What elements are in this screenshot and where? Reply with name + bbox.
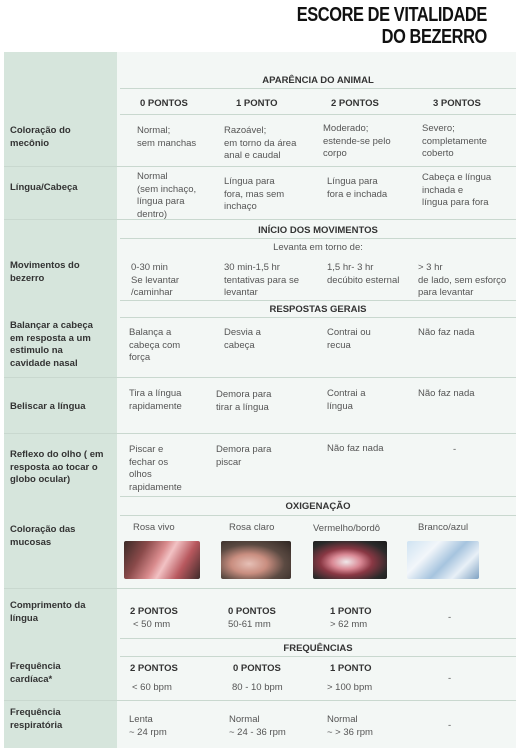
header-3-points: 3 PONTOS — [433, 98, 481, 109]
section-movimentos: INÍCIO DOS MOVIMENTOS — [258, 225, 378, 236]
criteria-column — [4, 52, 117, 748]
mucosa-photo-vermelho — [313, 541, 387, 579]
divider — [120, 238, 516, 239]
cell-respiratoria-2: Normal ~ > 36 rpm — [327, 714, 373, 738]
row-label-cardiaca: Frequência cardíaca* — [10, 661, 61, 685]
row-label-reflexo: Reflexo do olho ( em resposta ao tocar o globo ocular) — [10, 449, 104, 485]
section-frequencias: FREQUÊNCIAS — [283, 643, 353, 654]
divider — [120, 317, 516, 318]
cell-movimentos-1: 30 min-1,5 hr tentativas para se levantar — [224, 262, 299, 298]
cell-respiratoria-0: Lenta ~ 24 rpm — [129, 714, 167, 738]
row-label-meconio: Coloração do mecônio — [10, 125, 71, 149]
row-label-balancar: Balançar a cabeça em resposta a um estimulo na cavidade nasal — [10, 320, 93, 369]
row-label-comprimento: Comprimento da língua — [10, 600, 86, 624]
row-label-lingua: Língua/Cabeça — [10, 182, 78, 193]
mucosa-photo-rosa-claro — [221, 541, 291, 579]
cell-meconio-2: Moderado; estende-se pelo corpo — [323, 123, 391, 159]
mucosa-photo-rosa-vivo — [124, 541, 200, 579]
cell-comprimento-points-2: 1 PONTO — [330, 606, 372, 617]
cell-respiratoria-3: - — [448, 720, 452, 731]
row-label-beliscar: Beliscar a língua — [10, 401, 86, 412]
cell-meconio-3: Severo; completamente coberto — [422, 123, 487, 159]
cell-cardiaca-empty: - — [448, 673, 452, 684]
cell-beliscar-0: Tira a língua rapidamente — [129, 388, 182, 412]
cell-reflexo-0: Piscar e fechar os olhos rapidamente — [129, 444, 182, 493]
cell-balancar-0: Balança a cabeça com força — [129, 327, 181, 363]
divider — [4, 219, 516, 220]
cell-comprimento-value-1: 50-61 mm — [228, 619, 271, 630]
divider — [4, 700, 516, 701]
cell-comprimento-value-0: < 50 mm — [133, 619, 171, 630]
cell-cardiaca-value-0: < 60 bpm — [132, 682, 172, 693]
cell-meconio-1: Razoável; em torno da área anal e caudal — [224, 125, 297, 161]
cell-lingua-2: Língua para fora e inchada — [327, 176, 388, 200]
mucosa-photo-branco-azul — [407, 541, 479, 579]
cell-mucosas-1: Rosa claro — [229, 522, 275, 533]
cell-beliscar-2: Contrai a língua — [327, 388, 366, 412]
row-label-movimentos: Movimentos do bezerro — [10, 260, 80, 284]
cell-mucosas-0: Rosa vivo — [133, 522, 175, 533]
header-2-points: 2 PONTOS — [331, 98, 379, 109]
cell-reflexo-1: Demora para piscar — [216, 444, 272, 468]
cell-reflexo-3: - — [453, 444, 457, 455]
divider — [4, 588, 516, 589]
title-line-1: ESCORE DE VITALIDADE — [296, 4, 487, 26]
page-title — [297, 4, 487, 48]
divider — [120, 496, 516, 497]
header-1-point: 1 PONTO — [236, 98, 278, 109]
cell-respiratoria-1: Normal ~ 24 - 36 rpm — [229, 714, 286, 738]
divider — [120, 515, 516, 516]
cell-cardiaca-value-2: > 100 bpm — [327, 682, 373, 693]
cell-movimentos-2: 1,5 hr- 3 hr decúbito esternal — [327, 262, 400, 286]
row-label-mucosas: Coloração das mucosas — [10, 524, 76, 548]
cell-lingua-1: Língua para fora, mas sem inchaço — [224, 176, 285, 212]
row-label-respiratoria: Frequência respiratória — [10, 707, 63, 731]
section-aparencia: APARÊNCIA DO ANIMAL — [262, 75, 374, 86]
divider — [4, 377, 516, 378]
divider — [120, 300, 516, 301]
cell-comprimento-points-1: 0 PONTOS — [228, 606, 276, 617]
cell-lingua-3: Cabeça e língua inchada e língua para fora — [422, 172, 492, 208]
cell-movimentos-3: > 3 hr de lado, sem esforço para levantar — [418, 262, 507, 298]
divider — [120, 638, 516, 639]
divider — [120, 656, 516, 657]
cell-balancar-3: Não faz nada — [418, 327, 475, 338]
cell-cardiaca-value-1: 80 - 10 bpm — [232, 682, 283, 693]
cell-cardiaca-points-1: 0 PONTOS — [233, 663, 281, 674]
title-line-2: DO BEZERRO — [381, 26, 487, 48]
cell-mucosas-2: Vermelho/bordô — [313, 523, 381, 534]
cell-beliscar-1: Demora para tirar a língua — [216, 389, 272, 413]
section-respostas: RESPOSTAS GERAIS — [269, 304, 367, 315]
cell-balancar-1: Desvia a cabeça — [224, 327, 261, 351]
cell-reflexo-2: Não faz nada — [327, 443, 384, 454]
divider — [4, 433, 516, 434]
cell-balancar-2: Contrai ou recua — [327, 327, 371, 351]
cell-meconio-0: Normal; sem manchas — [137, 125, 197, 149]
cell-beliscar-3: Não faz nada — [418, 388, 475, 399]
section-oxigenacao: OXIGENAÇÃO — [285, 501, 351, 512]
divider — [120, 114, 516, 115]
cell-lingua-0: Normal (sem inchaço, língua para dentro) — [137, 171, 197, 220]
cell-mucosas-3: Branco/azul — [418, 522, 469, 533]
divider — [120, 88, 516, 89]
cell-comprimento-points-0: 2 PONTOS — [130, 606, 178, 617]
movimentos-subtitle: Levanta em torno de: — [273, 242, 363, 253]
cell-cardiaca-points-0: 2 PONTOS — [130, 663, 178, 674]
cell-movimentos-0: 0-30 min Se levantar /caminhar — [131, 262, 180, 298]
cell-comprimento-empty: - — [448, 612, 452, 623]
cell-comprimento-value-2: > 62 mm — [330, 619, 368, 630]
divider — [4, 166, 516, 167]
cell-cardiaca-points-2: 1 PONTO — [330, 663, 372, 674]
header-0-points: 0 PONTOS — [140, 98, 188, 109]
